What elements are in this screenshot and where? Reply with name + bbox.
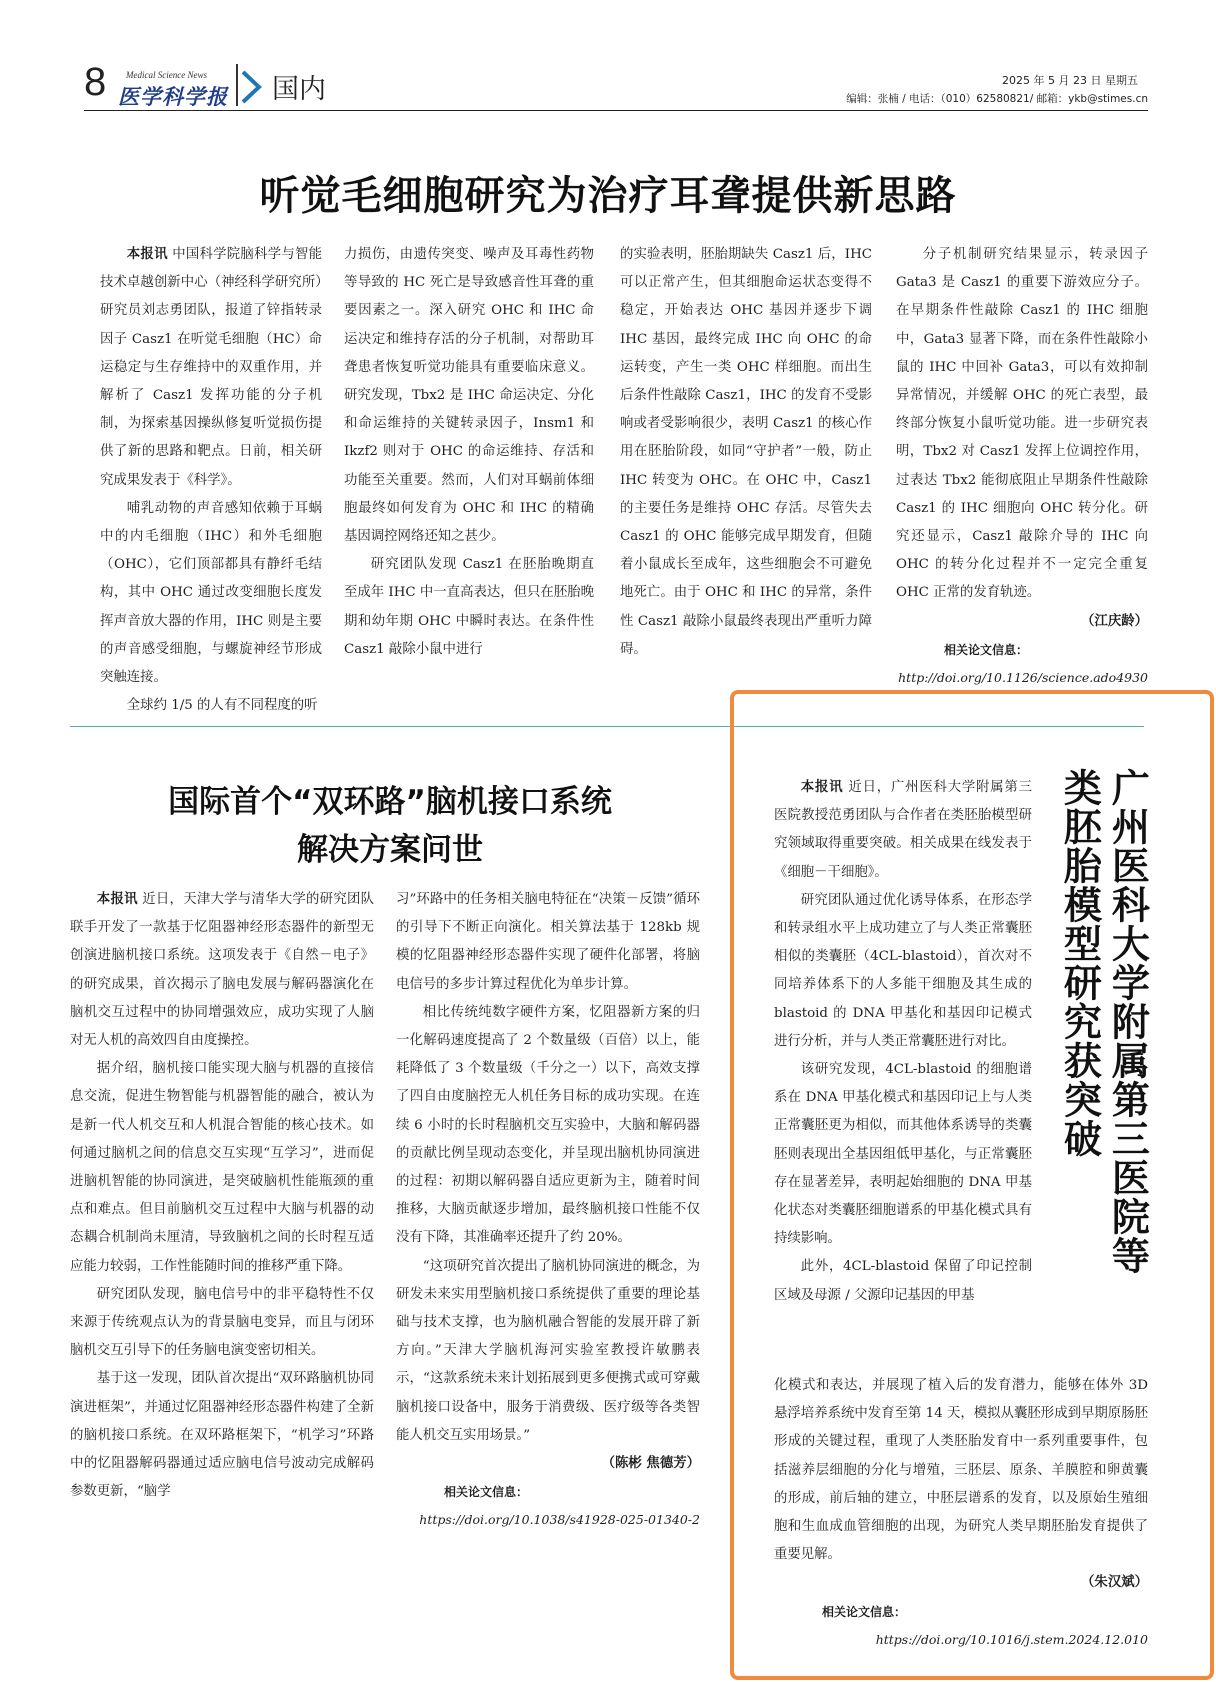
article2-byline: （陈彬 焦德芳） xyxy=(601,1456,700,1472)
header-rule xyxy=(84,110,1148,111)
article2-paragraph: 基于这一发现，团队首次提出“双环路脑机协同演进框架”，并通过忆阻器神经形态器件构建了全新的脑机接口系统。在双环路框架下，“机学习”环路中的忆阻器解码器通过适应脑电信号波动完成解码参数更新，“脑学 xyxy=(70,1371,374,1500)
article1-lead: 本报讯 xyxy=(126,247,168,262)
article1-paragraph: 的实验表明，胚胎期缺失 Casz1 后，IHC 可以正常产生，但其细胞命运状态变得不稳定，开始表达 OHC 基因并逐步下调 IHC 基因，最终完成 IHC 向 OHC 的命运转变，产生一类 OHC 样细胞。而出生后条件性敲除 Casz1，IHC 的发育不受影响或者受影响很少，表明 Casz1 的核心作用在胚胎阶段，如同“守护者”一般，防止 IHC 转变为 OHC。在 OHC 中，Casz1 的主要任务是维持 OHC 存活。尽管失去 Casz1 的 OHC 能够完成早期发育，但随着小鼠成长至成年，这些细胞会不可避免地死亡。由于 OHC 和 IHC 的异常，条件性 Casz1 敲除小鼠最终表现出严重听力障碍。 xyxy=(620,247,872,657)
article1-headline: 听觉毛细胞研究为治疗耳聋提供新思路 xyxy=(259,173,957,219)
newspaper-logo: 医学科学报 xyxy=(118,84,228,109)
article2-paragraph: 近日，天津大学与清华大学的研究团队联手开发了一款基于忆阻器神经形态器件的新型无创演进脑机接口系统。这项发表于《自然－电子》的研究成果，首次揭示了脑电发展与解码器演化在脑机交互过程中的协同增强效应，成功实现了人脑对无人机的高效四自由度操控。 xyxy=(70,892,375,1049)
article1-byline: （江庆龄） xyxy=(1081,613,1148,629)
article2-headline-line2: 解决方案问世 xyxy=(297,832,483,868)
article3-paragraph: 近日，广州医科大学附属第三医院教授范勇团队与合作者在类胚胎模型研究领域取得重要突破。相关成果在线发表于《细胞－干细胞》。 xyxy=(774,780,1033,880)
article3-byline: （朱汉斌） xyxy=(1081,1575,1148,1591)
chevron-right-icon xyxy=(237,70,273,104)
article1-paragraph: 哺乳动物的声音感知依赖于耳蜗中的内毛细胞（IHC）和外毛细胞（OHC），它们顶部都具有静纤毛结构，其中 OHC 通过改变细胞长度发挥声音放大器的作用，IHC 则是主要的声音感受细胞，与螺旋神经节形成突触连接。 xyxy=(100,500,322,686)
article1-column-4 xyxy=(896,241,1148,692)
article1-column-2 xyxy=(344,241,594,664)
article3-column-narrow xyxy=(774,774,1032,1310)
article3-ref-url[interactable]: https://doi.org/10.1016/j.stem.2024.12.010 xyxy=(875,1631,1148,1647)
article2-paragraph: 相比传统纯数字硬件方案，忆阻器新方案的归一化解码速度提高了 2 个数量级（百倍）以上，能耗降低了 3 个数量级（千分之一）以下，高效支撑了四自由度脑控无人机任务目标的成功实现。在连续 6 小时的长时程脑机交互实验中，大脑和解码器的贡献比例呈现动态变化，并呈现出脑机协同演进的过程：初期以解码器自适应更新为主，随着时间推移，大脑贡献逐步增加，最终脑机接口性能不仅没有下降，其准确率还提升了约 20%。 xyxy=(396,1004,700,1246)
article2-lead: 本报讯 xyxy=(96,892,138,907)
article2-paragraph: “这项研究首次提出了脑机协同演进的概念，为研发未来实用型脑机接口系统提供了重要的理论基础与技术支撑，也为脑机融合智能的发展开辟了新方向。”天津大学脑机海河实验室教授许敏鹏表示，“这款系统未来计划拓展到更多便携式或可穿戴脑机接口设备中，服务于消费级、医疗级等各类智能人机交互实用场景。” xyxy=(396,1258,700,1443)
page-header xyxy=(0,0,1216,115)
article1-paragraph: 分子机制研究结果显示，转录因子 Gata3 是 Casz1 的重要下游效应分子。在早期条件性敲除 Casz1 的 IHC 细胞中，Gata3 显著下降，而在条件性敲除小鼠的 IHC 中回补 Gata3，可以有效抑制异常情况，并缓解 OHC 的死亡表型，最终部分恢复小鼠听觉功能。进一步研究表明，Tbx2 对 Casz1 发挥上位调控作用，过表达 Tbx2 能彻底阻止早期条件性敲除 Casz1 的 IHC 细胞向 OHC 转分化。研究还显示，Casz1 敲除介导的 IHC 向 OHC 的转分化过程并不一定完全重复 OHC 正常的发育轨迹。 xyxy=(896,247,1148,601)
article2-paragraph: 习”环路中的任务相关脑电特征在“决策－反馈”循环的引导下不断正向演化。相关算法基于 128kb 规模的忆阻器神经形态器件实现了硬件化部署，将脑电信号的多步计算过程优化为单步计算。 xyxy=(396,892,700,992)
article1-paragraph: 全球约 1/5 的人有不同程度的听 xyxy=(126,698,318,714)
section-label: 国内 xyxy=(272,74,326,105)
article1-column-3 xyxy=(620,241,872,664)
article1-paragraph: 中国科学院脑科学与智能技术卓越创新中心（神经科学研究所）研究员刘志勇团队，报道了锌指转录因子 Casz1 在听觉毛细胞（HC）命运稳定与生存维持中的双重作用，并解析了 Casz1 发挥功能的分子机制，为探索基因操纵修复听觉损伤提供了新的思路和靶点。日前，相关研究成果发表于《科学》。 xyxy=(100,247,322,488)
article2-headline xyxy=(70,778,710,874)
article2-paragraph: 据介绍，脑机接口能实现大脑与机器的直接信息交流，促进生物智能与机器智能的融合，被认为是新一代人机交互和人机混合智能的核心技术。如何通过脑机之间的信息交互实现“互学习”，进而促进脑机智能的协同演进，是突破脑机性能瓶颈的重点和难点。但目前脑机交互过程中大脑与机器的动态耦合机制尚未厘清，导致脑机之间的长时程互适应能力较弱，工作性能随时间的推移严重下降。 xyxy=(70,1061,374,1274)
article3-headline-col2: 类胚胎模型研究获突破 xyxy=(1057,768,1102,1158)
article3-paragraph: 此外，4CL-blastoid 保留了印记控制区域及母源 / 父源印记基因的甲基 xyxy=(774,1259,1032,1303)
article1-paragraph: 力损伤，由遗传突变、噪声及耳毒性药物等导致的 HC 死亡是导致感音性耳聋的重要因素之一。深入研究 OHC 和 IHC 命运决定和维持存活的分子机制，对帮助耳聋患者恢复听觉功能具有重要临床意义。研究发现，Tbx2 是 IHC 命运决定、分化和命运维持的关键转录因子，Insm1 和 Ikzf2 则对于 OHC 的命运维持、存活和功能至关重要。然而，人们对耳蜗前体细胞最终如何发育为 OHC 和 IHC 的精确基因调控网络还知之甚少。 xyxy=(344,247,594,545)
article3-headline-col1: 广州医科大学附属第三医院等 xyxy=(1105,768,1150,1275)
article3-lead: 本报讯 xyxy=(800,780,844,795)
article2-ref-url[interactable]: https://doi.org/10.1038/s41928-025-01340-2 xyxy=(419,1512,700,1528)
editor-contact: 编辑：张楠 / 电话：（010）62580821/ 邮箱：ykb@stimes.cn xyxy=(846,93,1148,105)
article3-ref-label: 相关论文信息： xyxy=(822,1604,907,1619)
page-number: 8 xyxy=(84,60,107,104)
article2-column-1 xyxy=(70,886,374,1506)
article2-headline-line1: 国际首个“双环路”脑机接口系统 xyxy=(168,784,612,820)
article1-ref-url[interactable]: http://doi.org/10.1126/science.ado4930 xyxy=(898,670,1148,686)
issue-date: 2025 年 5 月 23 日 星期五 xyxy=(1002,74,1138,87)
article2-column-2 xyxy=(396,886,700,1535)
article3-paragraph: 该研究发现，4CL-blastoid 的细胞谱系在 DNA 甲基化模式和基因印记上与人类正常囊胚更为相似，而其他体系诱导的类囊胚则表现出全基因组低甲基化，与正常囊胚存在显著差异，表明起始细胞的 DNA 甲基化状态对类囊胚细胞谱系的甲基化模式具有持续影响。 xyxy=(774,1062,1032,1247)
article2-ref-label: 相关论文信息： xyxy=(444,1485,529,1500)
logo-english: Medical Science News xyxy=(126,70,207,80)
article3-paragraph: 化模式和表达，并展现了植入后的发育潜力，能够在体外 3D 悬浮培养系统中发育至第 14 天，模拟从囊胚形成到早期原肠胚形成的关键过程，重现了人类胚胎发育中一系列重要事件，包括滋养层细胞的分化与增殖，三胚层、原条、羊膜腔和卵黄囊的形成，前后轴的建立，中胚层谱系的发育，以及原始生殖细胞和生血成血管细胞的出现，为研究人类早期胚胎发育提供了重要见解。 xyxy=(774,1378,1148,1563)
article3-column-wide xyxy=(774,1372,1148,1654)
article3-paragraph: 研究团队通过优化诱导体系，在形态学和转录组水平上成功建立了与人类正常囊胚相似的类囊胚（4CL-blastoid），首次对不同培养体系下的人多能干细胞及其生成的 blastoid 的 DNA 甲基化和基因印记模式进行分析，并与人类正常囊胚进行对比。 xyxy=(774,892,1032,1049)
article1-column-1 xyxy=(100,241,322,720)
article1-paragraph: 研究团队发现 Casz1 在胚胎晚期直至成年 IHC 中一直高表达，但只在胚胎晚期和幼年期 OHC 中瞬时表达。在条件性 Casz1 敲除小鼠中进行 xyxy=(344,557,594,657)
article1-ref-label: 相关论文信息： xyxy=(944,642,1029,657)
article2-paragraph: 研究团队发现，脑电信号中的非平稳特性不仅来源于传统观点认为的背景脑电变异，而且与闭环脑机交互引导下的任务脑电演变密切相关。 xyxy=(70,1286,374,1359)
